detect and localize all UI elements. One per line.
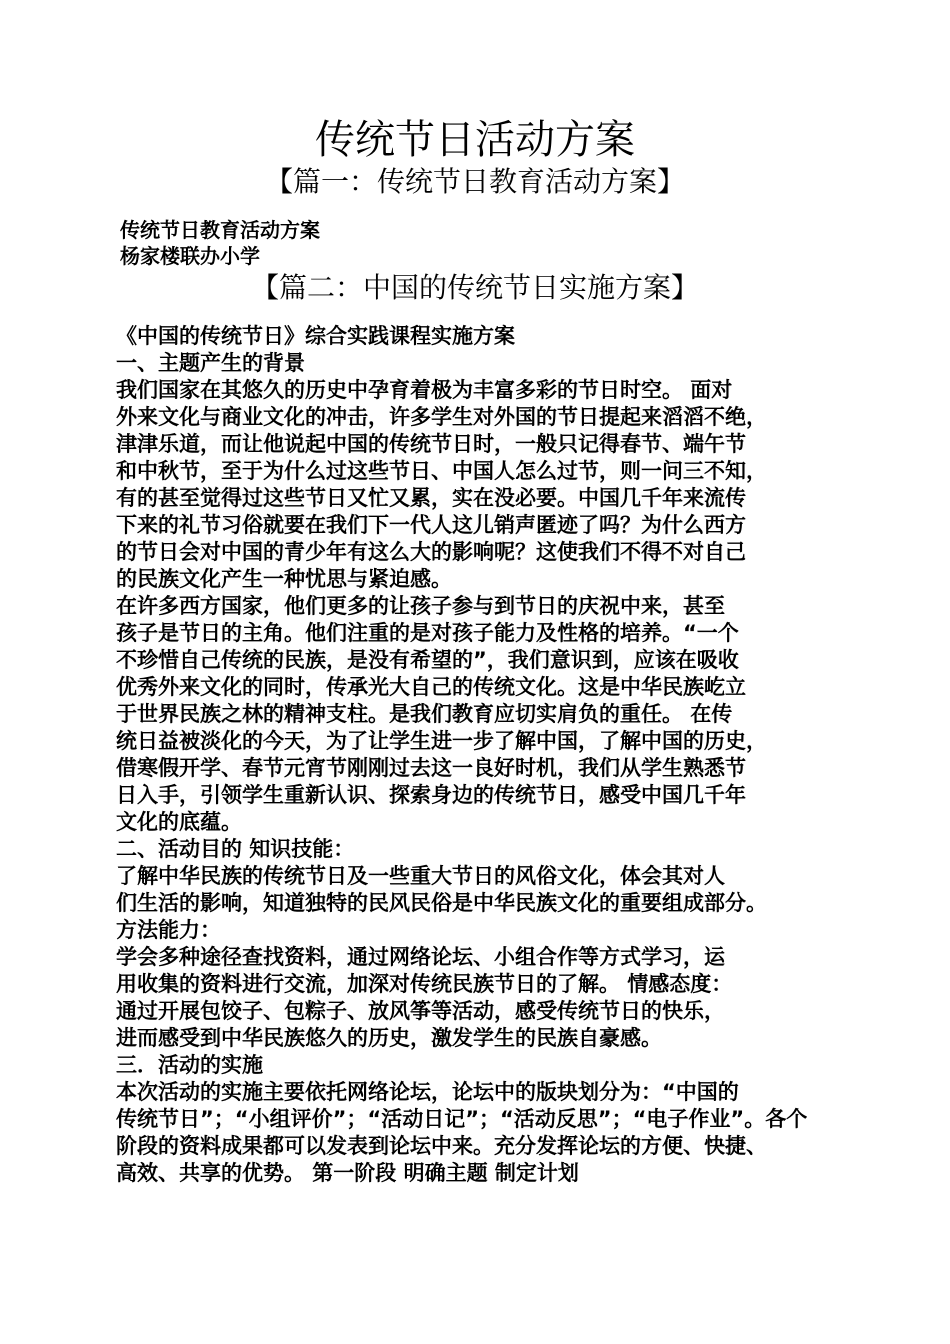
section-heading-2: 【篇二：中国的传统节日实施方案】: [250, 271, 699, 304]
body-line: 有的甚至觉得过这些节日又忙又累，实在没必要。中国几千年来流传: [116, 486, 746, 510]
body-line: 通过开展包饺子、包粽子、放风筝等活动，感受传统节日的快乐，: [116, 999, 725, 1023]
body-line: 进而感受到中华民族悠久的历史，激发学生的民族自豪感。: [116, 1026, 662, 1050]
body-line: 下来的礼节习俗就要在我们下一代人这儿销声匿迹了吗？为什么西方: [116, 513, 746, 537]
document-title: 传统节日活动方案: [315, 117, 635, 163]
body-line: 二、活动目的 知识技能：: [116, 837, 355, 861]
section1-line: 传统节日教育活动方案: [120, 218, 320, 242]
body-line: 津津乐道，而让他说起中国的传统节日时，一般只记得春节、端午节: [116, 432, 746, 456]
body-line: 外来文化与商业文化的冲击，许多学生对外国的节日提起来滔滔不绝，: [116, 405, 767, 429]
body-line: 传统节日”；“小组评价”；“活动日记”；“活动反思”；“电子作业”。各个: [116, 1107, 808, 1131]
body-line: 优秀外来文化的同时，传承光大自己的传统文化。这是中华民族屹立: [116, 675, 746, 699]
body-line: 日入手，引领学生重新认识、探索身边的传统节日，感受中国几千年: [116, 783, 746, 807]
body-line: 本次活动的实施主要依托网络论坛，论坛中的版块划分为：“中国的: [116, 1080, 739, 1104]
body-line: 统日益被淡化的今天，为了让学生进一步了解中国，了解中国的历史，: [116, 729, 767, 753]
body-line: 方法能力：: [116, 918, 221, 942]
body-line: 在许多西方国家，他们更多的让孩子参与到节日的庆祝中来，甚至: [116, 594, 725, 618]
body-line: 了解中华民族的传统节日及一些重大节日的风俗文化，体会其对人: [116, 864, 725, 888]
body-line: 《中国的传统节日》综合实践课程实施方案: [116, 324, 515, 348]
body-line: 用收集的资料进行交流，加深对传统民族节日的了解。 情感态度：: [116, 972, 733, 996]
body-line: 三．活动的实施: [116, 1053, 263, 1077]
body-line: 和中秋节，至于为什么过这些节日、中国人怎么过节，则一问三不知，: [116, 459, 767, 483]
body-line: 一、主题产生的背景: [116, 351, 305, 375]
section-heading-1: 【篇一：传统节日教育活动方案】: [264, 165, 685, 198]
body-line: 文化的底蕴。: [116, 810, 242, 834]
body-line: 不珍惜自己传统的民族，是没有希望的”，我们意识到，应该在吸收: [116, 648, 739, 672]
body-line: 孩子是节日的主角。他们注重的是对孩子能力及性格的培养。“一个: [116, 621, 739, 645]
body-line: 们生活的影响，知道独特的民风民俗是中华民族文化的重要组成部分。: [116, 891, 767, 915]
body-line: 借寒假开学、春节元宵节刚刚过去这一良好时机，我们从学生熟悉节: [116, 756, 746, 780]
body-line: 我们国家在其悠久的历史中孕育着极为丰富多彩的节日时空。 面对: [116, 378, 733, 402]
body-line: 学会多种途径查找资料，通过网络论坛、小组合作等方式学习，运: [116, 945, 725, 969]
section1-line: 杨家楼联办小学: [120, 244, 260, 268]
body-line: 高效、共享的优势。 第一阶段 明确主题 制定计划: [116, 1161, 579, 1185]
body-line: 阶段的资料成果都可以发表到论坛中来。充分发挥论坛的方便、快捷、: [116, 1134, 767, 1158]
body-line: 的民族文化产生一种忧思与紧迫感。: [116, 567, 452, 591]
body-line: 的节日会对中国的青少年有这么大的影响呢？这使我们不得不对自己: [116, 540, 746, 564]
body-text: [116, 323, 856, 1187]
body-line: 于世界民族之林的精神支柱。是我们教育应切实肩负的重任。 在传: [116, 702, 733, 726]
